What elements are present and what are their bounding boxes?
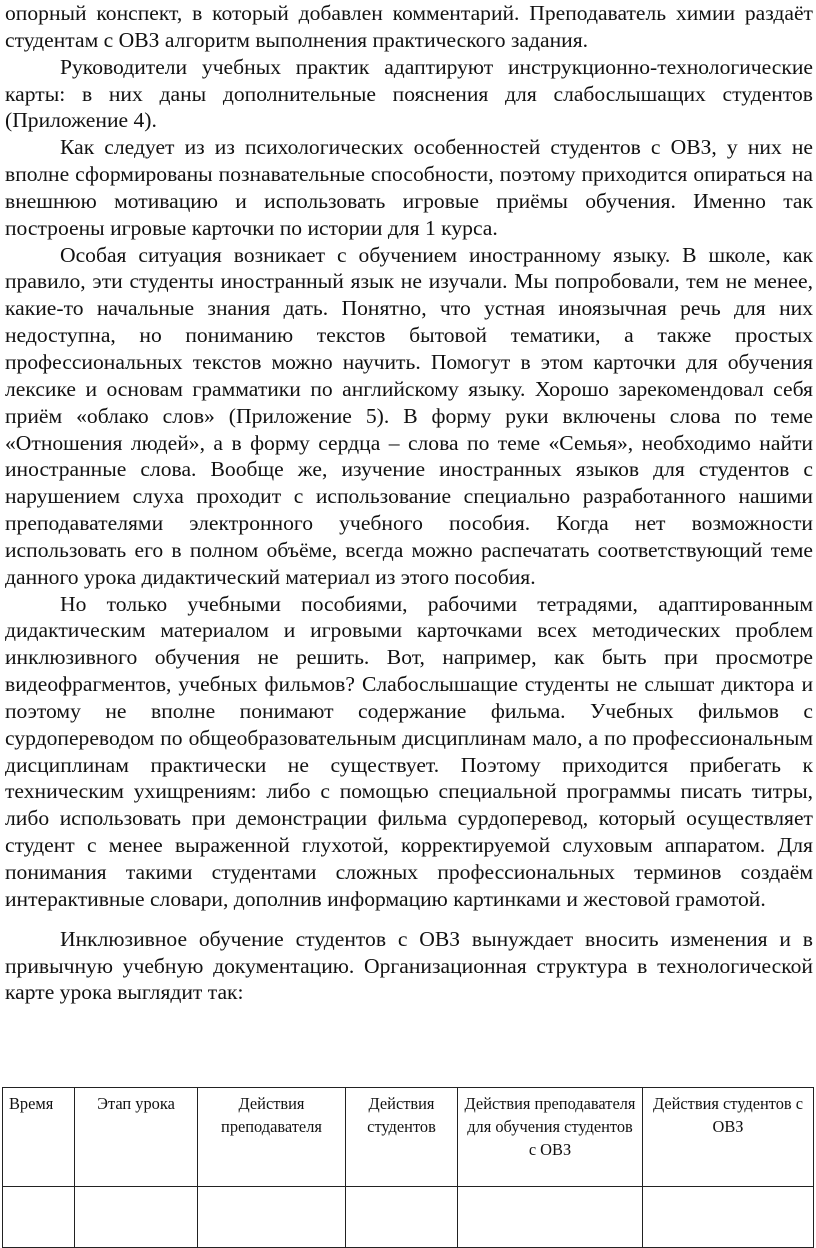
lesson-structure-table <box>2 1087 814 1248</box>
header-student-actions-ovz: Действия студентов с ОВЗ <box>643 1088 814 1187</box>
table-cell <box>198 1187 346 1248</box>
header-teacher-actions: Действия преподавателя <box>198 1088 346 1187</box>
table-cell <box>458 1187 643 1248</box>
table-cell <box>3 1187 75 1248</box>
table-cell <box>346 1187 458 1248</box>
table-cell <box>75 1187 198 1248</box>
paragraph-1: опорный конспект, в который добавлен комментарий. Преподаватель химии раздаёт студентам с ОВЗ алгоритм выполнения практического задания. <box>5 1 813 52</box>
paragraph-3: Как следует из из психологических особенностей студентов с ОВЗ, у них не вполне сформированы познавательные способности, поэтому приходится опираться на внешнюю мотивацию и использовать игровые приёмы обучения. Именно так построены игровые карточки по истории для 1 курса. <box>5 135 813 240</box>
paragraph-2: Руководители учебных практик адаптируют инструкционно-технологические карты: в них даны дополнительные пояснения для слабослышащих студентов (Приложение 4). <box>5 54 813 133</box>
table-row <box>3 1187 814 1248</box>
header-student-actions: Действия студентов <box>346 1088 458 1187</box>
paragraph-5: Но только учебными пособиями, рабочими тетрадями, адаптированным дидактическим материалом и игровыми карточками всех методических проблем инклюзивного обучения не решить. Вот, например, как быть при просмотре видеофрагментов, учебных фильмов? Слабослышащие студенты не слышат диктора и поэтому не вполне понимают содержание фильма. Учебных фильмов с сурдопереводом по общеобразовательным дисциплинам мало, а по профессиональным дисциплинам практически не существует. Поэтому приходится прибегать к техническим ухищрениям: либо с помощью специальной программы писать титры, либо использовать при демонстрации фильма сурдоперевод, который осуществляет студент с менее выраженной глухотой, корректируемой слуховым аппаратом. Для понимания такими студентами сложных профессиональных терминов создаём интерактивные словари, дополнив информацию картинками и жестовой грамотой. <box>5 591 813 911</box>
paragraph-4: Особая ситуация возникает с обучением иностранному языку. В школе, как правило, эти студенты иностранный язык не изучали. Мы попробовали, тем не менее, какие-то начальные знания дать. Понятно, что устная иноязычная речь для них недоступна, но пониманию текстов бытовой тематики, а также простых профессиональных текстов можно научить. Помогут в этом карточки для обучения лексике и основам грамматики по английскому языку. Хорошо зарекомендовал себя приём «облако слов» (Приложение 5). В форму руки включены слова по теме «Отношения людей», а в форму сердца – слова по теме «Семья», необходимо найти иностранные слова. Вообще же, изучение иностранных языков для студентов с нарушением слуха проходит с использование специально разработанного нашими преподавателями электронного учебного пособия. Когда нет возможности использовать его в полном объёме, всегда можно распечатать соответствующий теме данного урока дидактический материал из этого пособия. <box>5 242 813 589</box>
paragraph-6: Инклюзивное обучение студентов с ОВЗ вынуждает вносить изменения и в привычную учебную документацию. Организационная структура в технологической карте урока выглядит так: <box>5 926 813 1005</box>
body-text <box>5 0 813 1006</box>
header-teacher-actions-ovz: Действия преподавателя для обучения студентов с ОВЗ <box>458 1088 643 1187</box>
header-lesson-stage: Этап урока <box>75 1088 198 1187</box>
table-cell <box>643 1187 814 1248</box>
table-header-row <box>3 1088 814 1187</box>
header-time: Время <box>3 1088 75 1187</box>
